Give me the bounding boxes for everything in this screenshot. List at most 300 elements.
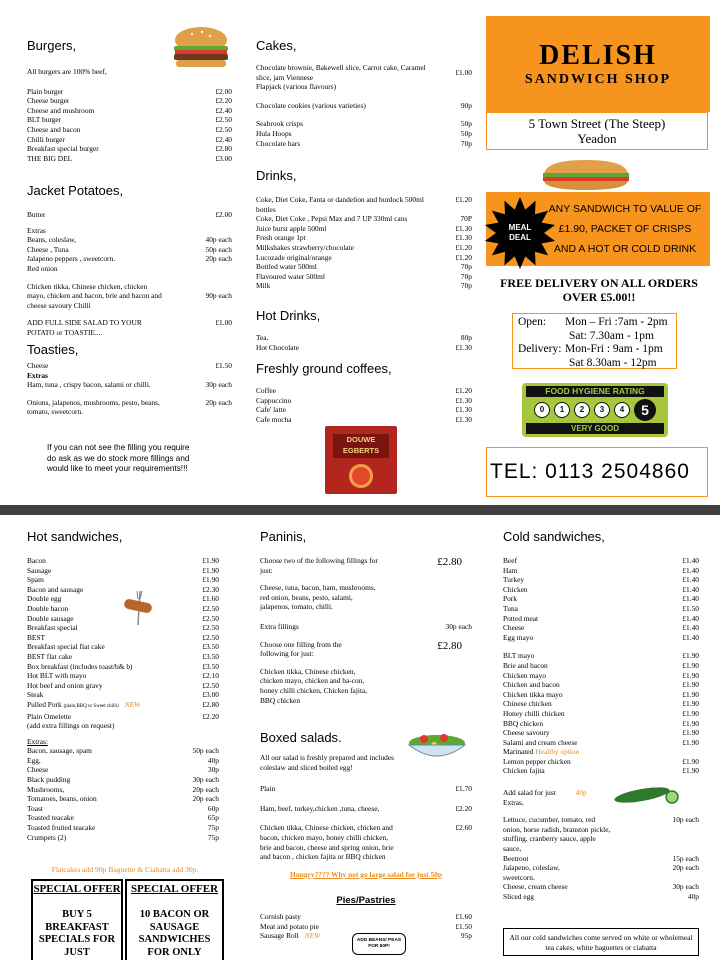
item-price: £1.40 — [682, 584, 699, 594]
item-name: Sliced egg — [503, 892, 534, 901]
hygiene-score-0: 0 — [534, 402, 550, 418]
cold-sandwich-row — [503, 594, 699, 604]
item-name: Seabrook crisps — [256, 119, 304, 129]
item-name: Potted meat — [503, 613, 539, 623]
item-price: 40p — [687, 892, 699, 901]
item-name: BLT burger — [27, 115, 62, 125]
item-price: £1.90 — [682, 660, 699, 670]
cold-sandwich-row — [503, 690, 699, 700]
pie-list — [260, 912, 472, 931]
item-name: Hula Hoops — [256, 128, 292, 138]
item-price: £2.50 — [202, 632, 219, 642]
hot-extra-row — [27, 804, 219, 814]
sausage-icon — [118, 587, 156, 627]
item-price: £2.50 — [215, 115, 232, 125]
hot-extra-row — [27, 794, 219, 804]
item-price: £1.40 — [682, 575, 699, 585]
item-price: 70p — [460, 271, 472, 281]
item-price: £1.30 — [455, 223, 472, 233]
paninis-choose-two: Choose two of the following fillings for just: £2.80 — [260, 556, 462, 575]
item-price: £1.20 — [455, 386, 472, 395]
badge-deal: DEAL — [509, 233, 531, 242]
item-name: Chocolate bars — [256, 138, 301, 148]
delivery-banner: FREE DELIVERY ON ALL ORDERS OVER £5.00!! — [500, 276, 698, 304]
cold-sandwich-row — [503, 566, 699, 576]
cold-sandwich-row — [503, 738, 699, 748]
item-price: 40p — [207, 755, 219, 765]
item-name: Breakfast special flat cake — [27, 642, 105, 652]
item-price: £3.50 — [202, 661, 219, 671]
item-name: Bacon, sausage, spam — [27, 746, 92, 756]
filling-note: If you can not see the filling you require do ask as we do stock more fillings and would like to meet your requirements!!! — [47, 443, 190, 473]
item-price: 20p each — [192, 794, 219, 804]
item-name: Milk — [256, 281, 271, 291]
hygiene-label: VERY GOOD — [526, 423, 664, 434]
hot-extra-row — [27, 746, 219, 756]
item-name: THE BIG DEL — [27, 153, 73, 163]
item-name: Lucozade original/orange — [256, 252, 332, 262]
drink-row — [256, 243, 472, 253]
item-name: sweetcorn. — [503, 872, 535, 882]
coffee-row — [256, 386, 472, 396]
item-price: £2.50 — [202, 680, 219, 690]
item-price: £1.40 — [682, 632, 699, 642]
item-price: £1.50 — [455, 921, 472, 931]
item-name: Chicken and bacon — [503, 680, 560, 690]
item-name: Bacon — [27, 556, 46, 565]
drinks-bottles: Coke, Diet Coke, Fanta or dandelion and burdock 500ml bottles £1.20 — [256, 195, 472, 214]
burger-row — [27, 135, 232, 145]
item-name: Hot BLT with mayo — [27, 671, 87, 681]
item-name: Salami and cream cheese — [503, 737, 578, 747]
hot-extras-list — [27, 746, 219, 842]
hygiene-title: FOOD HYGIENE RATING — [526, 386, 664, 397]
item-price: £1.20 — [455, 252, 472, 262]
item-price: £1.40 — [682, 623, 699, 633]
cold-sandwich-row — [503, 614, 699, 624]
item-name: Crumpets (2) — [27, 832, 67, 842]
flatcake-note: Flatcakes add 90p Baguette & Ciabatta add 30p. — [51, 865, 199, 874]
item-price: £1.90 — [682, 718, 699, 728]
cold-sandwich-row — [503, 671, 699, 681]
item-price: 80p — [460, 333, 472, 342]
item-name: Box breakfast (includes toast/b& b) — [27, 661, 133, 671]
item-price: £3.00 — [215, 153, 232, 163]
item-price: £2.30 — [202, 584, 219, 594]
cakes-item-1: Chocolate brownie, Bakewell slice, Carrot cake, Caramel slice, jam Viennese £1.00 — [256, 63, 472, 82]
cold-list-marinated — [503, 757, 699, 776]
drink-row — [256, 281, 472, 291]
item-price: 30p — [207, 765, 219, 775]
jacket-extras-list — [27, 235, 232, 273]
item-name: Coffee — [256, 386, 276, 395]
jacket-extra-row — [27, 235, 232, 245]
pie-sausage-roll: Sausage Roll NEW 95p — [260, 931, 472, 941]
item-price: £2.10 — [202, 671, 219, 681]
salad-ham: Ham, beef, turkey,chicken ,tuna, cheese, £2.20 — [260, 803, 472, 813]
item-price: £1.90 — [202, 556, 219, 565]
item-name: Jalapeno peppers , sweetcorn. — [27, 254, 116, 264]
cold-add-salad: Add salad for just 40p — [503, 788, 587, 798]
cold-sandwich-row — [503, 661, 699, 671]
snack-row — [256, 139, 472, 149]
hot-sandwich-row — [27, 642, 219, 652]
item-price: £3.50 — [202, 651, 219, 661]
jacket-butter: Butter £2.00 — [27, 210, 232, 219]
item-price: £1.40 — [682, 565, 699, 575]
item-price: 20p each — [205, 254, 232, 264]
salad-plain: Plain £1.70 — [260, 784, 472, 794]
special-offer-1 — [31, 879, 123, 960]
item-price: £2.20 — [215, 96, 232, 106]
sandwich-icon — [540, 158, 632, 192]
cold-extra-row — [503, 854, 699, 864]
jacket-extra-row — [27, 245, 232, 255]
toasties-ham: Ham, tuna , crispy bacon, salami or chilli. 30p each — [27, 380, 232, 390]
item-name: Cheese burger — [27, 96, 70, 106]
cold-extra-row — [503, 873, 699, 883]
hot-extra-row — [27, 775, 219, 785]
hot-sandwich-list — [27, 556, 219, 700]
item-name: Juice burst apple 500ml — [256, 223, 327, 233]
pie-row — [260, 922, 472, 932]
hygiene-score-4: 4 — [614, 402, 630, 418]
item-price: £1.90 — [682, 689, 699, 699]
item-name: Ham — [503, 565, 518, 575]
item-name: Toast — [27, 803, 43, 813]
item-name: Honey chilli chicken — [503, 708, 565, 718]
cold-lettuce: Lettuce, cucumber, tomato, red onion, horse radish, branston pickle, stuffing, cranberry sauce, apple sauce, 10p each — [503, 815, 699, 854]
item-name: Fresh orange 1pt — [256, 233, 306, 243]
item-name: Cornish pasty — [260, 912, 301, 921]
item-price: £1.90 — [682, 728, 699, 738]
item-name: Hot beef and onion gravy — [27, 680, 103, 690]
cold-sandwich-row — [503, 766, 699, 776]
item-name: Cafe mocha — [256, 414, 292, 424]
drink-row — [256, 224, 472, 234]
address-line-2: Yeadon — [577, 131, 617, 146]
paninis-heading: Paninis, — [260, 529, 307, 544]
coffee-row — [256, 396, 472, 406]
item-price — [695, 873, 699, 883]
offer-2-text: 10 BACON OR SAUSAGE SANDWICHES FOR ONLY — [138, 909, 211, 958]
toasties-cheese: Cheese £1.50 — [27, 361, 232, 370]
hot-drinks-section — [256, 308, 472, 352]
item-name: Beef — [503, 556, 517, 565]
item-name: Tomatoes, beans, onion — [27, 794, 97, 804]
item-price: 70p — [460, 138, 472, 148]
item-name: Chicken mayo — [503, 670, 546, 680]
hot-sandwiches-section — [27, 529, 219, 842]
cakes-cookies: Chocolate cookies (various varieties) 90p — [256, 100, 472, 110]
paninis-list-one: Chicken tikka, Chinese chicken, chicken mayo, chicken and ba-con, honey chilli chicken, Chicken fajita, BBQ chicken — [260, 666, 368, 705]
item-name: BEST flat cake — [27, 651, 73, 661]
coffee-list — [256, 386, 472, 424]
item-price: £1.90 — [682, 756, 699, 766]
open-label: Open: — [518, 316, 547, 328]
item-name: Flavoured water 500ml — [256, 271, 325, 281]
hygiene-scores — [522, 397, 668, 423]
hygiene-score-5: 5 — [634, 399, 656, 421]
offer-1-text: BUY 5 BREAKFAST SPECIALS FOR JUST — [38, 909, 116, 958]
toasties-section — [27, 342, 232, 417]
drink-row — [256, 272, 472, 282]
offer-2-title: SPECIAL OFFER — [130, 883, 219, 895]
item-name: Brie and bacon — [503, 660, 548, 670]
cold-sandwich-row — [503, 604, 699, 614]
item-name: Egg, — [27, 755, 41, 765]
item-price: £1.90 — [682, 708, 699, 718]
item-price: £2.50 — [202, 603, 219, 613]
hot-extra-row — [27, 756, 219, 766]
hot-drinks-heading: Hot Drinks, — [256, 308, 321, 323]
salads-note: All our salad is freshly prepared and includes coleslaw and sliced boiled egg! — [260, 753, 395, 772]
hot-extra-row — [27, 813, 219, 823]
item-price: £2.80 — [215, 144, 232, 154]
cold-sandwich-row — [503, 757, 699, 767]
hot-drink-row — [256, 333, 472, 343]
cold-sandwich-row — [503, 680, 699, 690]
item-price: £1.90 — [202, 565, 219, 575]
item-price: £2.00 — [215, 86, 232, 96]
item-price: £3.50 — [202, 642, 219, 652]
pie-row — [260, 912, 472, 922]
item-price: £1.90 — [682, 670, 699, 680]
douwe-egberts-logo: DOUWE EGBERTS — [325, 426, 397, 494]
item-name: Chinese chicken — [503, 699, 552, 709]
deal-line-1: ANY SANDWICH TO VALUE OF — [548, 203, 702, 215]
item-price: £1.30 — [455, 414, 472, 424]
item-name: Chicken — [503, 584, 528, 594]
hot-sandwich-row — [27, 671, 219, 681]
item-price: £1.30 — [455, 342, 472, 352]
item-name: Steak — [27, 690, 44, 700]
snack-list — [256, 119, 472, 148]
item-name: Jalapeno, coleslaw, — [503, 863, 560, 873]
item-name: Black pudding — [27, 775, 71, 785]
item-name: Tea, — [256, 333, 269, 342]
paninis-choose-one: Choose one filling from the following for just: £2.80 — [260, 639, 462, 659]
item-price: 20p each — [192, 784, 219, 794]
hygiene-score-1: 1 — [554, 402, 570, 418]
cold-list-premium — [503, 651, 699, 747]
shop-address — [486, 112, 708, 150]
drinks-heading: Drinks, — [256, 168, 297, 183]
delivery-saturday: Sat 8.30am - 12pm — [569, 356, 657, 369]
burger-icon — [170, 26, 232, 70]
item-name: Cheese and mushroom — [27, 105, 95, 115]
snack-row — [256, 129, 472, 139]
item-name: Double egg — [27, 594, 62, 604]
item-name: Breakfast special — [27, 623, 78, 633]
hot-extra-row — [27, 833, 219, 843]
drink-list — [256, 214, 472, 291]
hot-drink-row — [256, 343, 472, 353]
delivery-label: Delivery: — [518, 343, 562, 355]
hygiene-rating — [522, 383, 668, 437]
item-name: Mushrooms, — [27, 784, 65, 794]
item-name: Double bacon — [27, 603, 69, 613]
item-price: 30p each — [672, 882, 699, 892]
item-name: Hot Chocolate — [256, 342, 299, 352]
open-weekday: Mon – Fri :7am - 2pm — [565, 316, 668, 328]
item-price: 15p each — [672, 853, 699, 863]
item-name: Spam — [27, 575, 44, 585]
meal-deal-badge-icon — [482, 195, 558, 269]
cold-sandwich-row — [503, 556, 699, 566]
item-price: £2.50 — [202, 613, 219, 623]
salads-heading: Boxed salads. — [260, 730, 342, 745]
jacket-salad: ADD FULL SIDE SALAD TO YOUR POTATO or TOASTIE.... £1.00 — [27, 318, 232, 337]
hot-sandwich-row — [27, 662, 219, 672]
jacket-extras-label: Extras — [27, 225, 46, 235]
item-price: £1.90 — [682, 737, 699, 747]
open-saturday: Sat: 7.30am - 1pm — [569, 329, 654, 342]
item-price: £3.00 — [202, 690, 219, 700]
burger-row — [27, 96, 232, 106]
special-offer-2 — [125, 879, 224, 960]
snack-row — [256, 119, 472, 129]
item-price: £1.90 — [682, 651, 699, 661]
item-name: Plain burger — [27, 86, 64, 96]
item-name: Beans, coleslaw, — [27, 235, 76, 245]
item-name: Sausage — [27, 565, 52, 575]
item-price: 60p — [207, 803, 219, 813]
item-price: £2.50 — [202, 623, 219, 633]
item-name: Cheese, cream cheese — [503, 882, 568, 892]
item-name: BEST — [27, 632, 46, 642]
item-name: BLT mayo — [503, 651, 535, 661]
item-name: Milkshakes strawberry/chocolate — [256, 242, 354, 252]
item-price: 50p each — [192, 746, 219, 756]
jacket-extra-row — [27, 254, 232, 264]
item-price: £1.50 — [682, 603, 699, 613]
hot-sandwich-row — [27, 575, 219, 585]
item-name: Cheese — [503, 623, 525, 633]
item-name: Double sausage — [27, 613, 74, 623]
coffee-section — [256, 361, 472, 424]
offer-1-title: SPECIAL OFFER — [33, 883, 121, 895]
hot-sandwich-row — [27, 633, 219, 643]
item-name: BBQ chicken — [503, 718, 544, 728]
item-price: £1.40 — [682, 594, 699, 604]
hot-pulled-pork: Pulled Pork (plain,BBQ or Sweet chilli) NEW £2.80 — [27, 699, 219, 709]
item-price: £1.30 — [455, 233, 472, 243]
hot-sandwich-row — [27, 690, 219, 700]
jacket-heading: Jacket Potatoes, — [27, 183, 124, 198]
item-price: £1.90 — [682, 680, 699, 690]
item-price: 30p each — [192, 775, 219, 785]
cold-sandwich-row — [503, 699, 699, 709]
item-price: 70p — [460, 262, 472, 272]
hot-sandwich-row — [27, 681, 219, 691]
burger-row — [27, 87, 232, 97]
add-beans-box: ADD BEANS/ PEAS FOR 60P! — [352, 933, 406, 955]
paninis-extra: Extra fillings 30p each — [260, 621, 472, 631]
item-name: Cappuccino — [256, 395, 292, 405]
toasties-heading: Toasties, — [27, 342, 79, 357]
shop-subtitle: SANDWICH SHOP — [524, 72, 672, 87]
cold-sandwiches-heading: Cold sandwiches, — [503, 529, 605, 544]
hot-omelette: Plain Omelette £2.20 — [27, 711, 219, 721]
burger-row — [27, 125, 232, 135]
cakes-item-2: Flapjack (various flavours) — [256, 82, 337, 92]
drinks-section — [256, 168, 472, 291]
toasties-extras-label: Extras — [27, 370, 48, 380]
jacket-section — [27, 183, 232, 338]
item-price: £1.60 — [202, 594, 219, 604]
cold-sandwich-row — [503, 575, 699, 585]
cakes-heading: Cakes, — [256, 38, 297, 53]
drink-row — [256, 214, 472, 224]
item-name: Cheese — [27, 765, 49, 775]
item-name: Beetroot — [503, 853, 529, 863]
cold-sandwich-row — [503, 623, 699, 633]
item-price: £1.40 — [682, 556, 699, 565]
item-price: £1.60 — [455, 912, 472, 921]
item-name: Coke, Diet Coke , Pepsi Max and 7 UP 330ml cans — [256, 214, 408, 224]
hot-extra-row — [27, 823, 219, 833]
cold-extra-row — [503, 892, 699, 902]
drink-row — [256, 233, 472, 243]
item-price: £1.90 — [202, 575, 219, 585]
item-name: Breakfast special burger — [27, 144, 99, 154]
cold-sandwiches-section — [503, 529, 699, 902]
burger-row — [27, 144, 232, 154]
hot-sandwich-row — [27, 556, 219, 566]
item-name: Bacon and sausage — [27, 584, 84, 594]
item-price: 70p — [460, 281, 472, 291]
salad-chicken: Chicken tikka, Chinese chicken, chicken and bacon, chicken mayo, honey chilli chicken, brie and bacon, cheese and spring onion, brie and bacon , chicken fajita or BBQ chicken £2.60 — [260, 823, 472, 862]
cold-extra-row — [503, 863, 699, 873]
item-name: Tuna — [503, 603, 518, 613]
hot-sandwich-row — [27, 566, 219, 576]
item-price: 70P — [460, 214, 472, 224]
cakes-section — [256, 38, 472, 148]
item-name: Red onion — [27, 263, 58, 273]
burgers-heading: Burgers, — [27, 38, 77, 53]
burgers-note: All burgers are 100% beef, — [27, 67, 107, 76]
telephone: TEL: 0113 2504860 — [486, 447, 708, 497]
hot-extras-title: Extras: — [27, 736, 48, 746]
cold-marinated: Marinated Healthy option — [503, 747, 580, 757]
menu-page-2 — [0, 515, 720, 960]
item-name: Cheese , Tuna — [27, 244, 69, 254]
burger-row — [27, 154, 232, 164]
item-name: Lemon pepper chicken — [503, 756, 571, 766]
item-name: Toasted fruited teacake — [27, 823, 96, 833]
salad-large-offer: Hungry???? Why not go large salad for just 50p — [289, 869, 443, 879]
item-name: Cheese and bacon — [27, 124, 81, 134]
item-name: Egg mayo — [503, 632, 534, 642]
cold-sandwich-row — [503, 585, 699, 595]
cold-extras-list — [503, 854, 699, 902]
item-name: Toasted teacake — [27, 813, 74, 823]
address-line-1: 5 Town Street (The Steep) — [528, 116, 666, 131]
coffee-heading: Freshly ground coffees, — [256, 361, 392, 376]
item-price: £1.30 — [455, 395, 472, 405]
cold-footer-note: All our cold sandwiches come served on white or wholemeal tea cakes, white baguettes or ciabatta — [503, 928, 699, 956]
item-price: 50p — [460, 119, 472, 129]
item-price: 20p each — [672, 863, 699, 873]
item-price: 50p — [460, 128, 472, 138]
coffee-row — [256, 415, 472, 425]
omelette-note: (add extra fillings on request) — [27, 721, 115, 731]
salad-bowl-icon — [404, 725, 470, 765]
item-name: Chicken fajita — [503, 766, 545, 776]
item-price — [228, 264, 232, 274]
item-price: 75p — [207, 832, 219, 842]
